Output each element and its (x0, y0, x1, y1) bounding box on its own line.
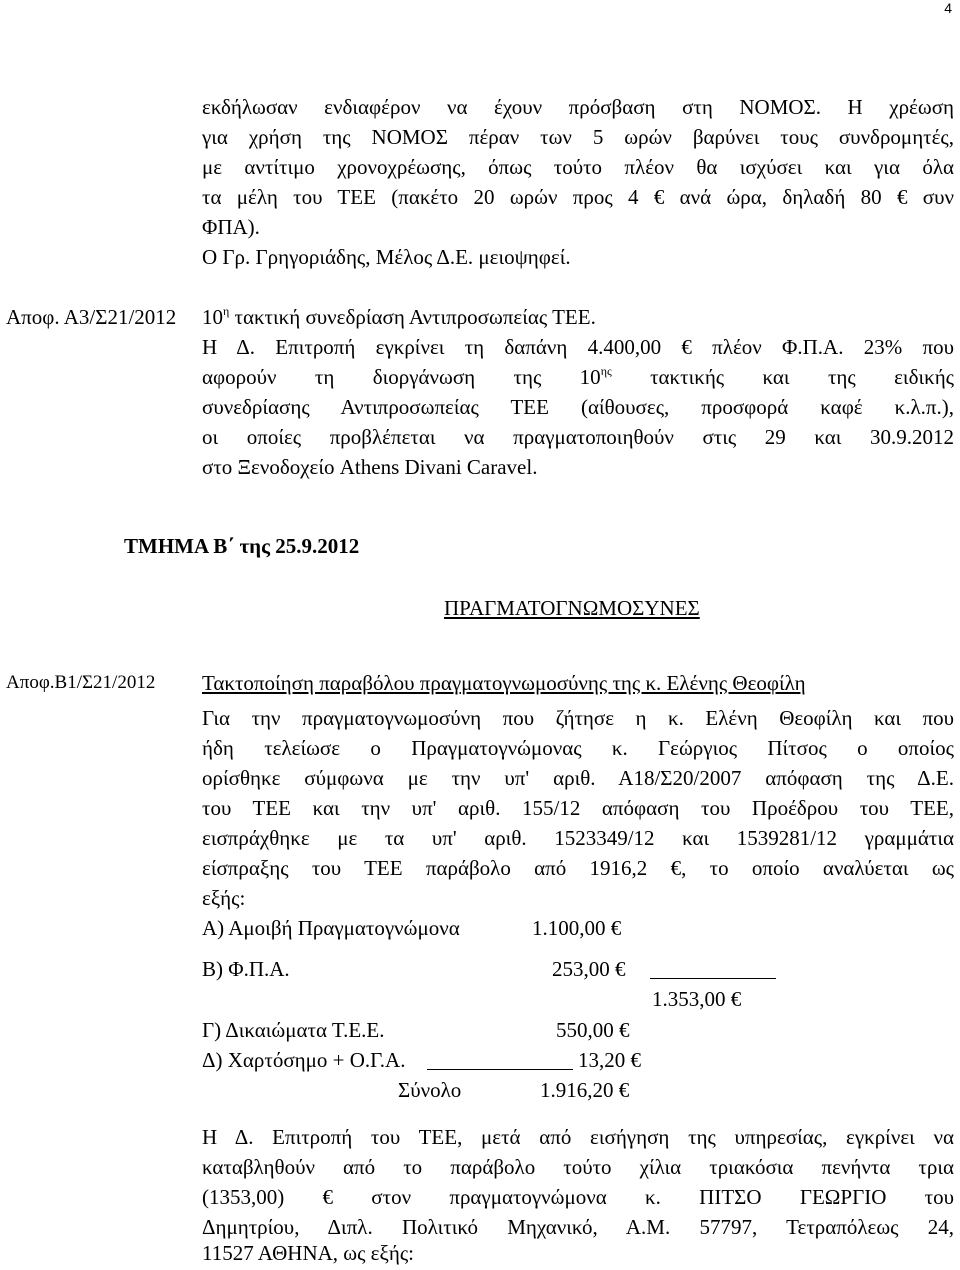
sum-underline (650, 978, 776, 979)
decision-a3-line: οι οποίες προβλέπεται να πραγματοποιηθούν στις 29 και 30.9.2012 (202, 425, 954, 449)
dissent-note: Ο Γρ. Γρηγοριάδης, Μέλος Δ.Ε. μειοψηφεί. (202, 245, 571, 269)
fee-d-label: Δ) Χαρτόσημο + Ο.Γ.Α. (202, 1048, 406, 1072)
fee-a-value: 1.100,00 € (532, 916, 622, 940)
decision-a3-line (202, 362, 954, 392)
decision-a3-line: συνεδρίασης Αντιπροσωπείας ΤΕΕ (αίθουσες, προσφορά καφέ κ.λ.π.), (202, 395, 954, 419)
decision-b1-line: του ΤΕΕ και την υπ' αριθ. 155/12 απόφαση του Προέδρου του ΤΕΕ, (202, 796, 954, 820)
decision-b1-line: είσπραξης του ΤΕΕ παράβολο από 1916,2 €, το οποίο αναλύεται ως (202, 856, 954, 880)
fee-subtotal: 1.353,00 € (652, 987, 742, 1011)
section-heading: ΤΜΗΜΑ Β΄ της 25.9.2012 (124, 534, 360, 558)
decision-title-a3 (202, 302, 596, 332)
total-label: Σύνολο (398, 1078, 462, 1102)
fee-a-label: Α) Αμοιβή Πραγματογνώμονα (202, 916, 460, 940)
fee-b-value: 253,00 € (552, 957, 626, 981)
decision-b1-line: εξής: (202, 886, 246, 910)
decision-b1-line: ορίσθηκε σύμφωνα με την υπ' αριθ. Α18/Σ20/2007 απόφαση της Δ.Ε. (202, 766, 954, 790)
fee-d-value: 13,20 € (578, 1048, 641, 1072)
fee-b-label: Β) Φ.Π.Α. (202, 957, 290, 981)
closing-line: Δημητρίου, Διπλ. Πολιτικό Μηχανικό, Α.Μ. 57797, Τετραπόλεως 24, (202, 1215, 954, 1239)
decision-title-b1: Τακτοποίηση παραβόλου πραγματογνωμοσύνης της κ. Ελένης Θεοφίλη (202, 671, 806, 695)
closing-line: (1353,00) € στον πραγματογνώμονα κ. ΠΙΤΣΟ ΓΕΩΡΓΙΟ του (202, 1185, 954, 1209)
closing-line: καταβληθούν από το παράβολο τούτο χίλια τριακόσια πενήντα τρια (202, 1155, 954, 1179)
section-subheading: ΠΡΑΓΜΑΤΟΓΝΩΜΟΣΥΝΕΣ (444, 596, 700, 620)
fee-c-value: 550,00 € (556, 1018, 630, 1042)
total-value: 1.916,20 € (540, 1078, 630, 1102)
title-text: τακτική συνεδρίαση Αντιπροσωπείας ΤΕΕ. (229, 305, 596, 329)
line-text: αφορούν τη διοργάνωση της 10 (202, 365, 601, 389)
fee-c-label: Γ) Δικαιώματα Τ.Ε.Ε. (202, 1018, 385, 1042)
title-number: 10 (202, 305, 223, 329)
decision-b1-line: Για την πραγματογνωμοσύνη που ζήτησε η κ. Ελένη Θεοφίλη και που (202, 706, 954, 730)
fee-d-underline (427, 1069, 573, 1070)
closing-line: Η Δ. Επιτροπή του ΤΕΕ, μετά από εισήγηση της υπηρεσίας, εγκρίνει να (202, 1125, 954, 1149)
paragraph-line: ΦΠΑ). (202, 215, 260, 239)
paragraph-line: τα μέλη του ΤΕΕ (πακέτο 20 ωρών προς 4 € ανά ώρα, δηλαδή 80 € συν (202, 185, 954, 209)
decision-a3-line: Η Δ. Επιτροπή εγκρίνει τη δαπάνη 4.400,00 € πλέον Φ.Π.Α. 23% που (202, 335, 954, 359)
decision-ref-b1: Αποφ.Β1/Σ21/2012 (6, 672, 156, 693)
line-superscript: ης (600, 364, 612, 378)
decision-b1-line: ήδη τελείωσε ο Πραγματογνώμονας κ. Γεώργιος Πίτσος ο οποίος (202, 736, 954, 760)
decision-b1-line: εισπράχθηκε με τα υπ' αριθ. 1523349/12 και 1539281/12 γραμμάτια (202, 826, 954, 850)
decision-a3-line: στο Ξενοδοχείο Athens Divani Caravel. (202, 455, 538, 479)
page-number: 4 (944, 0, 952, 16)
paragraph-line: για χρήση της ΝΟΜΟΣ πέραν των 5 ωρών βαρύνει τους συνδρομητές, (202, 125, 954, 149)
closing-line: 11527 ΑΘΗΝΑ, ως εξής: (202, 1241, 414, 1265)
paragraph-line: εκδήλωσαν ενδιαφέρον να έχουν πρόσβαση στη ΝΟΜΟΣ. Η χρέωση (202, 95, 954, 119)
decision-ref-a3: Αποφ. Α3/Σ21/2012 (6, 305, 177, 329)
line-text: τακτικής και της ειδικής (611, 365, 954, 389)
paragraph-line: με αντίτιμο χρονοχρέωσης, όπως τούτο πλέον θα ισχύσει και για όλα (202, 155, 954, 179)
title-superscript: η (223, 304, 230, 318)
